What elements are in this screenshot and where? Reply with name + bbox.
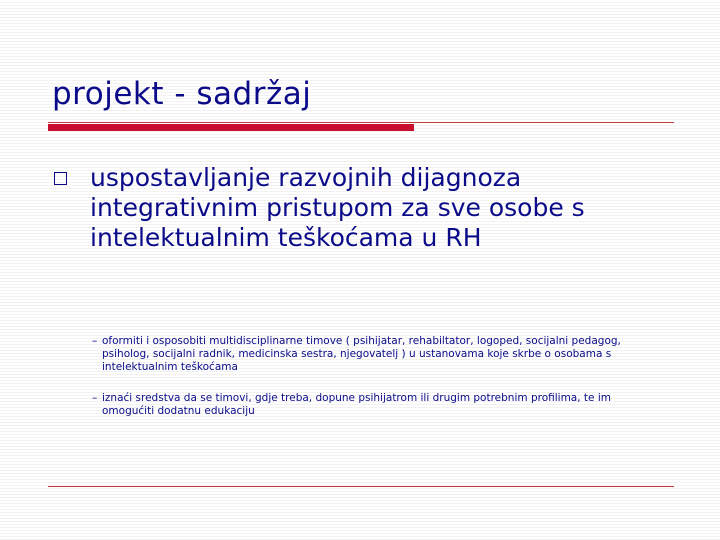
sub-bullet-2	[92, 392, 664, 418]
hollow-square-bullet-icon	[54, 172, 67, 185]
title-divider-accent	[48, 124, 414, 131]
title-divider-thin	[48, 122, 674, 123]
slide-title: projekt - sadržaj	[52, 76, 312, 112]
sub-bullet-text: oformiti i osposobiti multidisciplinarne timove ( psihijatar, rehabiltator, logoped, socijalni pedagog, psiholog, socijalni radnik, medicinska sestra, njegovatelj ) u ustanovama koje skrbe o osobama s intelektualnim teškoćama	[102, 335, 621, 373]
dash-bullet-icon: –	[92, 335, 98, 347]
main-bullet-text: uspostavljanje razvojnih dijagnoza integrativnim pristupom za sve osobe s intelektualnim teškoćama u RH	[90, 163, 585, 252]
sub-bullet-text: iznaći sredstva da se timovi, gdje treba, dopune psihijatrom ili drugim potrebnim profilima, te im omogućiti dodatnu edukaciju	[102, 392, 611, 417]
sub-bullet-1	[92, 335, 664, 374]
footer-divider	[48, 486, 674, 487]
dash-bullet-icon: –	[92, 392, 98, 404]
